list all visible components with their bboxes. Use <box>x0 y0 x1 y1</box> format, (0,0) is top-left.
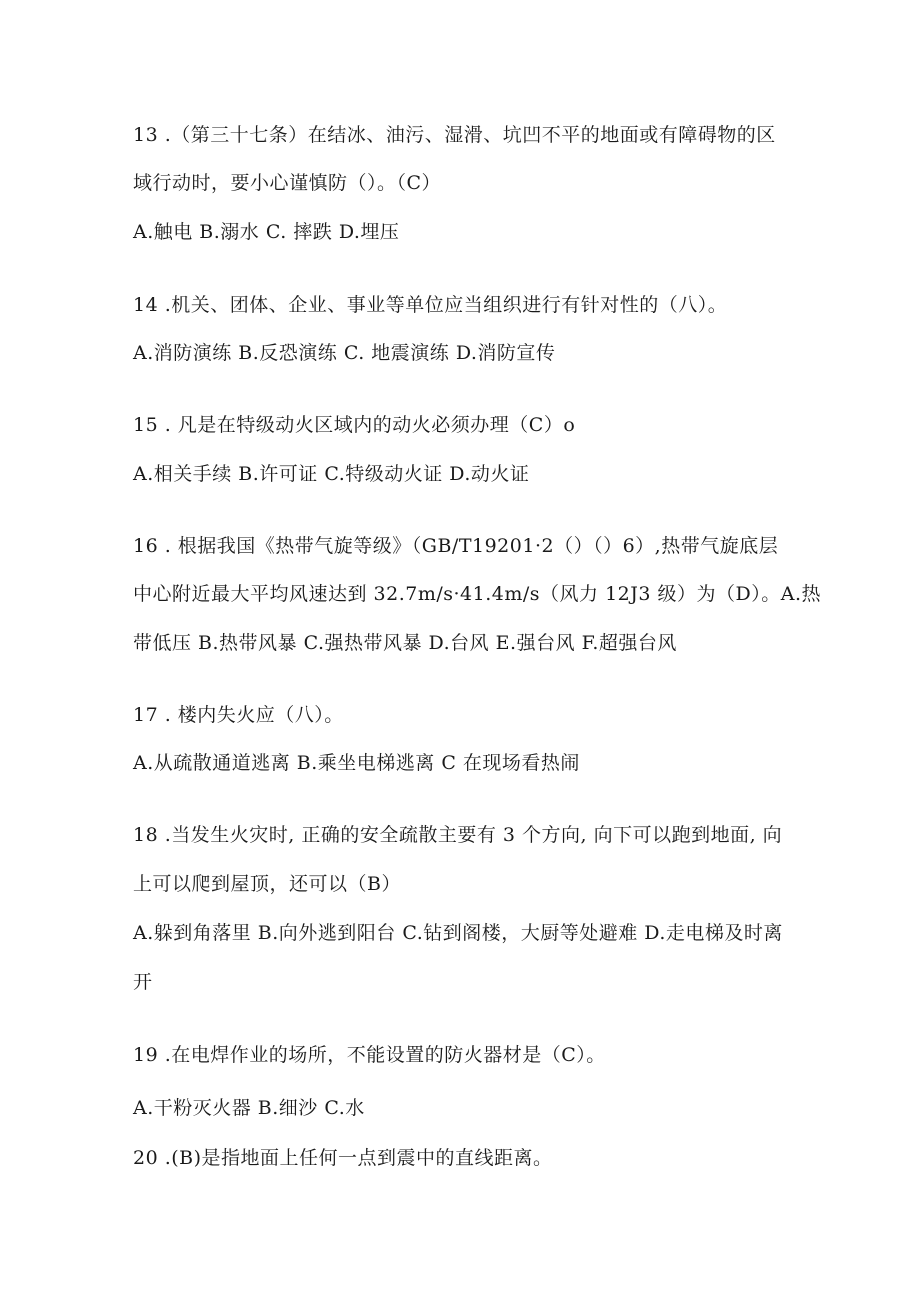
question-15-line-1: 15 . 凡是在特级动火区域内的动火必须办理（C）o <box>133 414 576 436</box>
question-16-line-3: 带低压 B.热带风暴 C.强热带风暴 D.台风 E.强台风 F.超强台风 <box>133 632 677 654</box>
question-18-options-line-1: A.躲到角落里 B.向外逃到阳台 C.钻到阁楼，大厨等处避难 D.走电梯及时离 <box>133 922 783 944</box>
question-13-line-1: 13 .（第三十七条）在结冰、油污、湿滑、坑凹不平的地面或有障碍物的区 <box>133 124 776 146</box>
question-17-line-1: 17 . 楼内失火应（八）。 <box>133 704 344 726</box>
question-13-options: A.触电 B.溺水 C. 摔跌 D.埋压 <box>133 221 400 243</box>
question-20-line-1: 20 .(B)是指地面上任何一点到震中的直线距离。 <box>133 1147 553 1169</box>
question-19-line-1: 19 .在电焊作业的场所，不能设置的防火器材是（C）。 <box>133 1044 606 1066</box>
question-14-line-1: 14 .机关、团体、企业、事业等单位应当组织进行有针对性的（八）。 <box>133 294 728 316</box>
question-17-options: A.从疏散通道逃离 B.乘坐电梯逃离 C 在现场看热闹 <box>133 752 580 774</box>
question-14-options: A.消防演练 B.反恐演练 C. 地震演练 D.消防宣传 <box>133 342 556 364</box>
question-16-line-2: 中心附近最大平均风速达到 32.7m/s·41.4m/s（风力 12J3 级）为（D）。A.热 <box>133 583 821 605</box>
question-18-options-line-2: 开 <box>133 971 153 993</box>
question-15-options: A.相关手续 B.许可证 C.特级动火证 D.动火证 <box>133 463 530 485</box>
question-18-line-2: 上可以爬到屋顶，还可以（B） <box>133 873 401 895</box>
question-18-line-1: 18 .当发生火灾时, 正确的安全疏散主要有 3 个方向, 向下可以跑到地面, 向 <box>133 824 783 846</box>
question-16-line-1: 16 . 根据我国《热带气旋等级》（GB/T19201·2（）（）6）,热带气旋底层 <box>133 535 779 557</box>
question-13-line-2: 域行动时，要小心谨慎防（）。（C） <box>133 172 442 194</box>
question-19-options: A.干粉灭火器 B.细沙 C.水 <box>133 1097 365 1119</box>
